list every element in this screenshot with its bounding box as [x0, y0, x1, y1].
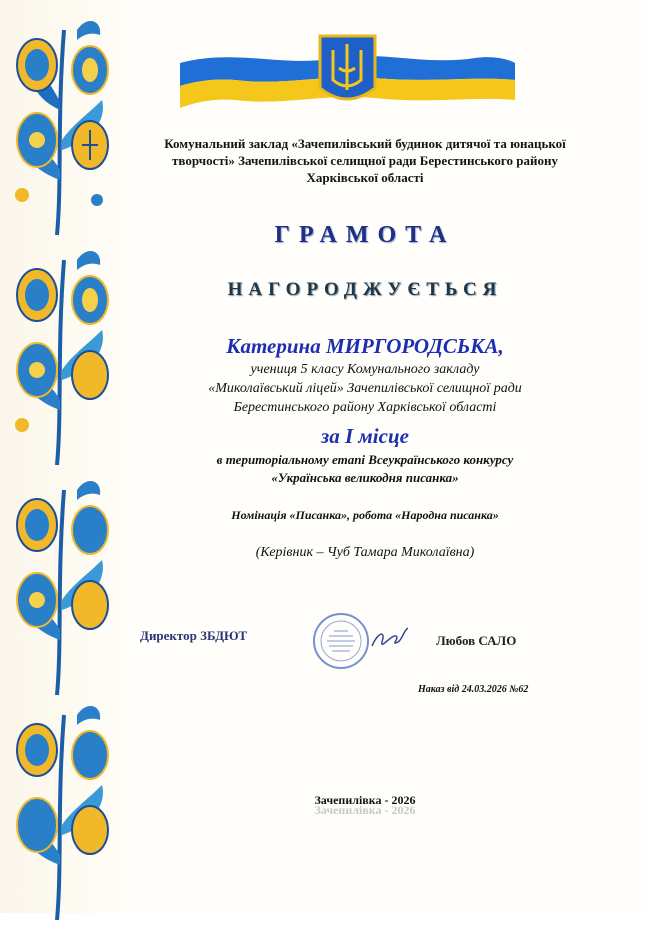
nomination: Номінація «Писанка», робота «Народна писанка» — [231, 508, 499, 522]
organization-line: Харківської області — [306, 170, 424, 185]
organization-line: Комунальний заклад «Зачепилівський будинок дитячої та юнацької — [164, 136, 566, 151]
city-year-shadow: Зачепилівка - 2026 — [314, 803, 416, 817]
easter-egg-ornament — [2, 470, 122, 700]
recipient-name: Катерина МИРГОРОДСЬКА, — [226, 334, 504, 358]
easter-egg-ornament — [2, 10, 122, 240]
recipient-description: учениця 5 класу Комунального закладу — [250, 362, 480, 377]
easter-egg-ornament — [2, 695, 122, 925]
trident-flag-emblem — [175, 28, 520, 118]
city-year: Зачепилівка - 2026 — [314, 793, 416, 807]
director-title: Директор ЗБДЮТ — [140, 628, 248, 643]
folk-ornament-border — [0, 0, 125, 913]
director-signature — [368, 622, 410, 654]
contest-info — [150, 451, 580, 487]
certificate-title: ГРАМОТА — [274, 222, 456, 248]
award-place: за І місце — [321, 424, 409, 448]
contest-name: «Українська великодня писанка» — [271, 470, 459, 485]
contest-line: в територіальному етапі Всеукраїнського конкурсу — [216, 452, 514, 467]
leader-name: (Керівник – Чуб Тамара Миколаївна) — [255, 545, 475, 560]
director-name: Любов САЛО — [436, 633, 517, 648]
awarded-heading: НАГОРОДЖУЄТЬСЯ — [227, 279, 503, 300]
official-stamp — [312, 612, 370, 670]
organization-name — [150, 135, 580, 186]
easter-egg-ornament — [2, 240, 122, 470]
recipient-description: «Миколаївський ліцей» Зачепилівської селищної ради — [208, 381, 522, 396]
organization-line: творчості» Зачепилівської селищної ради Берестинського району — [172, 153, 558, 168]
order-reference: Наказ від 24.03.2026 №62 — [418, 684, 529, 695]
recipient-description: Берестинського району Харківської області — [233, 400, 497, 415]
